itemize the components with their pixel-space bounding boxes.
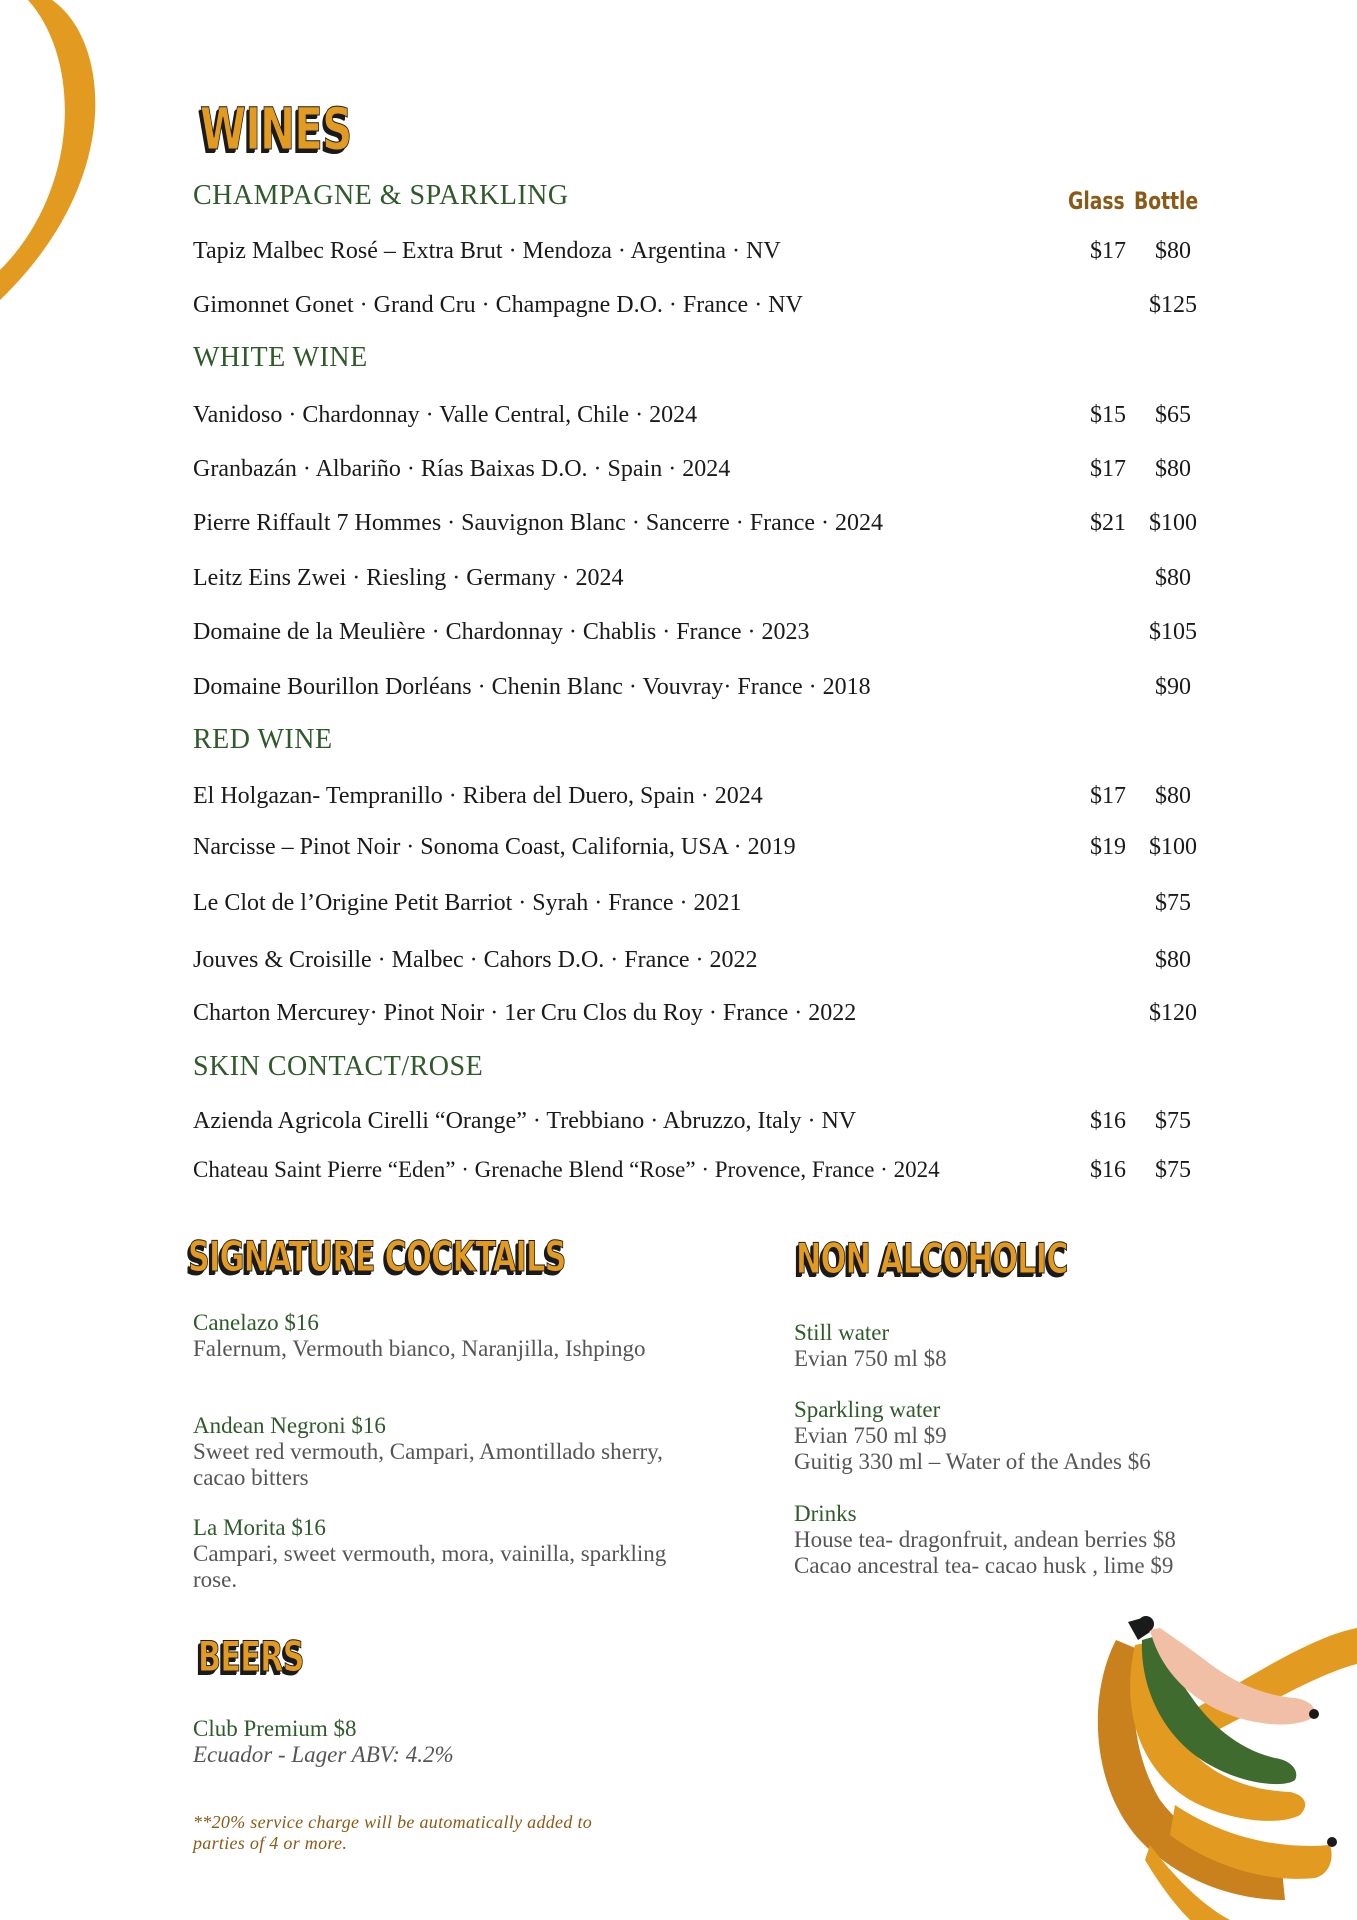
cocktail-title: Andean Negroni $16 bbox=[193, 1413, 386, 1438]
wine-name: Vanidoso · Chardonnay · Valle Central, Chile · 2024 bbox=[193, 402, 698, 428]
drink-title: Drinks bbox=[794, 1501, 857, 1526]
non-alcoholic-item bbox=[794, 1320, 1314, 1372]
glass-price: $19 bbox=[1090, 834, 1126, 860]
drink-title: Sparkling water bbox=[794, 1397, 941, 1422]
drink-title: Still water bbox=[794, 1320, 890, 1345]
bottle-price: $125 bbox=[1149, 292, 1197, 318]
cocktail-item bbox=[193, 1515, 673, 1593]
wine-name: Gimonnet Gonet · Grand Cru · Champagne D.O. · France · NV bbox=[193, 292, 803, 318]
section-heading-red: RED WINE bbox=[193, 724, 333, 755]
section-heading-sparkling: CHAMPAGNE & SPARKLING bbox=[193, 180, 569, 211]
glass-price: $17 bbox=[1090, 238, 1126, 264]
wine-name: Domaine Bourillon Dorléans · Chenin Blanc · Vouvray· France · 2018 bbox=[193, 674, 871, 700]
wine-row bbox=[193, 1000, 1197, 1034]
bottle-price: $80 bbox=[1155, 565, 1191, 591]
wine-row bbox=[193, 238, 1193, 272]
wine-name: Le Clot de l’Origine Petit Barriot · Syrah · France · 2021 bbox=[193, 890, 742, 916]
bottle-column-header: Bottle bbox=[1134, 187, 1199, 215]
wine-name: Tapiz Malbec Rosé – Extra Brut · Mendoza · Argentina · NV bbox=[193, 238, 781, 264]
wine-name: Granbazán · Albariño · Rías Baixas D.O. · Spain · 2024 bbox=[193, 456, 731, 482]
beer-title: Club Premium $8 bbox=[193, 1716, 357, 1741]
bottle-price: $65 bbox=[1155, 402, 1191, 428]
glass-price: $17 bbox=[1090, 783, 1126, 809]
wine-row bbox=[193, 619, 1197, 653]
wine-name: Narcisse – Pinot Noir · Sonoma Coast, California, USA · 2019 bbox=[193, 834, 796, 860]
glass-price: $21 bbox=[1090, 510, 1126, 536]
drink-line: Evian 750 ml $9 bbox=[794, 1423, 947, 1448]
wine-row bbox=[193, 674, 1193, 708]
glass-price: $16 bbox=[1090, 1157, 1126, 1183]
drink-line: House tea- dragonfruit, andean berries $8 bbox=[794, 1527, 1176, 1552]
bottle-price: $100 bbox=[1149, 834, 1197, 860]
bottle-price: $75 bbox=[1155, 890, 1191, 916]
wine-row bbox=[193, 456, 1193, 490]
cocktail-item bbox=[193, 1310, 693, 1362]
glass-column-header: Glass bbox=[1068, 187, 1125, 215]
bottle-price: $90 bbox=[1155, 674, 1191, 700]
wine-name: Domaine de la Meulière · Chardonnay · Chablis · France · 2023 bbox=[193, 619, 810, 645]
wine-row bbox=[193, 510, 1197, 544]
wine-name: Chateau Saint Pierre “Eden” · Grenache Blend “Rose” · Provence, France · 2024 bbox=[193, 1157, 940, 1182]
bottle-price: $80 bbox=[1155, 947, 1191, 973]
cocktail-title: La Morita $16 bbox=[193, 1515, 326, 1540]
wine-name: El Holgazan- Tempranillo · Ribera del Duero, Spain · 2024 bbox=[193, 783, 763, 809]
cocktail-description: Sweet red vermouth, Campari, Amontillado sherry, cacao bitters bbox=[193, 1439, 663, 1490]
non-alcoholic-item bbox=[794, 1397, 1314, 1475]
bottle-price: $100 bbox=[1149, 510, 1197, 536]
bottle-price: $80 bbox=[1155, 238, 1191, 264]
glass-price: $16 bbox=[1090, 1108, 1126, 1134]
section-heading-skin-contact: SKIN CONTACT/ROSE bbox=[193, 1051, 484, 1082]
drink-line: Cacao ancestral tea- cacao husk , lime $9 bbox=[794, 1553, 1174, 1578]
cocktails-title: SIGNATURE COCKTAILS bbox=[188, 1232, 566, 1281]
wine-row bbox=[193, 890, 1193, 924]
cocktail-description: Campari, sweet vermouth, mora, vainilla, sparkling rose. bbox=[193, 1541, 667, 1592]
wine-row bbox=[193, 1157, 1193, 1191]
service-charge-note: **20% service charge will be automatically added to parties of 4 or more. bbox=[193, 1812, 593, 1853]
bottle-price: $75 bbox=[1155, 1157, 1191, 1183]
glass-price: $17 bbox=[1090, 456, 1126, 482]
wine-row bbox=[193, 834, 1197, 868]
cocktail-title: Canelazo $16 bbox=[193, 1310, 319, 1335]
bottle-price: $75 bbox=[1155, 1108, 1191, 1134]
wine-name: Azienda Agricola Cirelli “Orange” · Trebbiano · Abruzzo, Italy · NV bbox=[193, 1108, 857, 1134]
wine-name: Jouves & Croisille · Malbec · Cahors D.O. · France · 2022 bbox=[193, 947, 758, 973]
wine-row bbox=[193, 402, 1193, 436]
cocktail-item bbox=[193, 1413, 693, 1491]
banana-arc-decoration bbox=[0, 0, 120, 310]
bottle-price: $120 bbox=[1149, 1000, 1197, 1026]
wine-name: Pierre Riffault 7 Hommes · Sauvignon Blanc · Sancerre · France · 2024 bbox=[193, 510, 884, 536]
wine-row bbox=[193, 783, 1193, 817]
beer-item bbox=[193, 1716, 693, 1768]
wine-name: Leitz Eins Zwei · Riesling · Germany · 2024 bbox=[193, 565, 624, 591]
banana-bunch-illustration bbox=[1080, 1600, 1357, 1920]
wine-row bbox=[193, 565, 1193, 599]
bottle-price: $80 bbox=[1155, 783, 1191, 809]
wine-name: Charton Mercurey· Pinot Noir · 1er Cru Clos du Roy · France · 2022 bbox=[193, 1000, 857, 1026]
drink-line: Evian 750 ml $8 bbox=[794, 1346, 947, 1371]
wine-row bbox=[193, 947, 1193, 981]
drink-line: Guitig 330 ml – Water of the Andes $6 bbox=[794, 1449, 1151, 1474]
bottle-price: $80 bbox=[1155, 456, 1191, 482]
non-alcoholic-item bbox=[794, 1501, 1314, 1579]
beers-title: BEERS bbox=[198, 1632, 304, 1681]
non-alcoholic-title: NON ALCOHOLIC bbox=[796, 1234, 1068, 1283]
wines-title: WINES bbox=[200, 95, 352, 163]
beer-description: Ecuador - Lager ABV: 4.2% bbox=[193, 1742, 454, 1767]
cocktail-description: Falernum, Vermouth bianco, Naranjilla, Ishpingo bbox=[193, 1336, 646, 1361]
bottle-price: $105 bbox=[1149, 619, 1197, 645]
wine-row bbox=[193, 292, 1197, 326]
section-heading-white: WHITE WINE bbox=[193, 342, 368, 373]
wine-row bbox=[193, 1108, 1193, 1142]
glass-price: $15 bbox=[1090, 402, 1126, 428]
